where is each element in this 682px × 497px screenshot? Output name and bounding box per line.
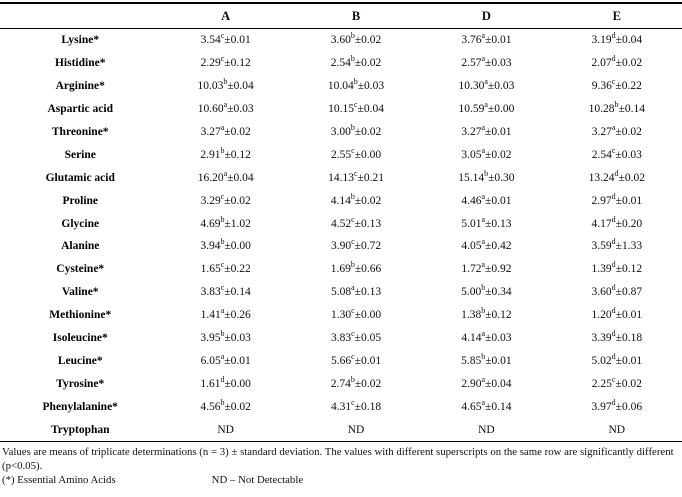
- value-cell: 13.24$^d$±0.02: [588, 168, 645, 184]
- table-header: [0, 3, 682, 29]
- significance-superscript: a: [223, 168, 228, 178]
- significance-superscript: d: [611, 31, 616, 41]
- nd-note: ND – Not Detectable: [211, 474, 304, 487]
- significance-superscript: a: [484, 100, 488, 110]
- table-footnotes: [0, 445, 682, 487]
- significance-superscript: b: [220, 329, 225, 339]
- significance-superscript: d: [611, 237, 616, 247]
- value-cell: 3.54$^c$±0.01: [200, 31, 251, 47]
- value-cell: 1.65$^c$±0.22: [200, 260, 251, 276]
- value-cell: 2.29$^c$±0.12: [200, 54, 251, 70]
- value-cell: 3.83$^c$±0.14: [200, 283, 251, 299]
- table-row: [0, 327, 682, 350]
- table-row: [0, 189, 682, 212]
- legend-row: [2, 473, 680, 487]
- significance-superscript: b: [350, 31, 355, 41]
- table-row: [0, 418, 682, 441]
- value-cell: 3.90$^c$±0.72: [330, 237, 382, 253]
- header-row: [0, 3, 682, 29]
- value-cell: 15.14$^b$±0.30: [458, 168, 515, 184]
- significance-superscript: c: [220, 260, 225, 270]
- significance-superscript: b: [353, 77, 358, 87]
- value-cell: 4.05$^a$±0.42: [461, 237, 512, 253]
- value-cell: 10.28$^b$±0.14: [588, 100, 645, 116]
- value-cell: 10.15$^c$±0.04: [328, 100, 384, 116]
- table-row: [0, 349, 682, 372]
- significance-superscript: c: [351, 306, 355, 316]
- significance-superscript: a: [481, 397, 486, 407]
- table-row: [0, 143, 682, 166]
- value-cell: 4.69$^b$±1.02: [200, 214, 251, 230]
- header-col-a: A: [160, 3, 290, 29]
- value-cell: 4.17$^d$±0.20: [591, 214, 643, 230]
- significance-superscript: b: [220, 146, 225, 156]
- significance-superscript: d: [611, 191, 616, 201]
- row-label: Tyrosine*: [56, 377, 105, 390]
- value-cell: 3.00$^b$±0.02: [330, 123, 382, 138]
- value-cell: 5.01$^a$±0.13: [461, 214, 512, 230]
- significance-superscript: b: [220, 214, 225, 224]
- significance-superscript: c: [353, 100, 358, 110]
- value-cell: 4.14$^b$±0.02: [330, 191, 382, 207]
- value-cell: 1.72$^a$±0.92: [461, 260, 512, 276]
- value-cell: 5.08$^a$±0.13: [330, 283, 382, 299]
- significance-superscript: d: [611, 214, 616, 224]
- significance-superscript: b: [484, 168, 489, 178]
- significance-superscript: a: [481, 191, 486, 201]
- significance-superscript: c: [220, 31, 225, 41]
- value-cell: 3.83$^c$±0.05: [330, 329, 382, 345]
- significance-superscript: c: [351, 329, 355, 339]
- row-label: Methionine*: [49, 309, 112, 322]
- row-label: Threonine*: [51, 126, 109, 138]
- significance-superscript: a: [481, 54, 486, 64]
- significance-superscript: b: [614, 100, 619, 110]
- value-cell: 3.19$^d$±0.04: [591, 31, 643, 47]
- value-cell: 1.30$^c$±0.00: [330, 306, 382, 322]
- value-cell: ND: [160, 418, 290, 441]
- significance-superscript: a: [481, 260, 486, 270]
- value-cell: 2.54$^c$±0.03: [591, 146, 642, 161]
- table-row: [0, 29, 682, 52]
- significance-superscript: c: [351, 237, 355, 247]
- table-row: [0, 166, 682, 189]
- row-label: Glycine: [61, 217, 100, 230]
- value-cell: 3.05$^a$±0.02: [461, 146, 512, 161]
- significance-superscript: a: [481, 123, 486, 133]
- significance-superscript: c: [611, 77, 616, 87]
- value-cell: 5.02$^d$±0.01: [591, 352, 643, 367]
- value-cell: 2.90$^a$±0.04: [461, 374, 512, 390]
- significance-superscript: a: [481, 329, 486, 339]
- significance-superscript: c: [351, 146, 355, 156]
- value-cell: 1.69$^b$±0.66: [330, 260, 382, 276]
- significance-superscript: b: [350, 191, 355, 201]
- significance-superscript: a: [220, 352, 225, 362]
- significance-superscript: a: [484, 77, 488, 87]
- value-cell: 16.20$^a$±0.04: [197, 168, 254, 184]
- value-cell: 10.30$^a$±0.03: [458, 77, 515, 93]
- value-cell: 10.59$^a$±0.00: [458, 100, 515, 116]
- value-cell: 4.65$^a$±0.14: [461, 397, 512, 413]
- row-label: Arginine*: [55, 80, 105, 93]
- significance-superscript: d: [220, 374, 225, 384]
- significance-superscript: a: [481, 214, 486, 224]
- value-cell: 3.39$^d$±0.18: [591, 329, 643, 345]
- significance-superscript: b: [350, 123, 355, 133]
- value-cell: 2.91$^b$±0.12: [200, 146, 251, 161]
- row-label: Cysteine*: [56, 263, 105, 276]
- value-cell: ND: [291, 418, 421, 441]
- significance-superscript: a: [220, 306, 225, 316]
- value-cell: 2.54$^b$±0.02: [330, 54, 382, 70]
- significance-superscript: c: [351, 352, 355, 362]
- header-empty-cell: [0, 3, 160, 29]
- significance-superscript: b: [350, 54, 355, 64]
- row-label: Lysine*: [61, 34, 100, 47]
- header-col-e: E: [552, 3, 682, 29]
- significance-superscript: a: [611, 123, 616, 133]
- value-cell: 1.38$^b$±0.12: [461, 306, 512, 322]
- value-cell: 2.25$^c$±0.02: [591, 374, 642, 390]
- significance-superscript: d: [611, 352, 616, 362]
- significance-superscript: d: [611, 397, 616, 407]
- table-row: [0, 235, 682, 258]
- significance-superscript: a: [351, 283, 355, 293]
- value-cell: 4.14$^a$±0.03: [461, 329, 512, 345]
- significance-superscript: a: [481, 237, 486, 247]
- row-label: Valine*: [61, 286, 99, 299]
- row-label: Isoleucine*: [52, 332, 108, 345]
- value-cell: ND: [421, 418, 551, 441]
- value-cell: 3.95$^b$±0.03: [200, 329, 251, 345]
- value-cell: 3.59$^d$±1.33: [591, 237, 643, 253]
- value-cell: 4.52$^c$±0.13: [330, 214, 382, 230]
- significance-superscript: c: [220, 54, 225, 64]
- significance-superscript: b: [350, 260, 355, 270]
- header-col-b: B: [291, 3, 421, 29]
- value-cell: 3.76$^a$±0.01: [461, 31, 512, 47]
- value-cell: 5.00$^b$±0.34: [461, 283, 512, 299]
- value-cell: 10.03$^b$±0.04: [197, 77, 254, 93]
- value-cell: 3.60$^d$±0.87: [591, 283, 643, 299]
- significance-superscript: a: [220, 123, 225, 133]
- significance-superscript: c: [611, 146, 616, 156]
- value-cell: 1.39$^d$±0.12: [591, 260, 643, 276]
- significance-superscript: c: [220, 191, 225, 201]
- significance-superscript: c: [220, 283, 225, 293]
- row-label: Aspartic acid: [47, 103, 113, 116]
- value-cell: 1.61$^d$±0.00: [200, 374, 251, 390]
- row-label: Alanine: [61, 240, 100, 253]
- value-cell: 2.57$^a$±0.03: [461, 54, 512, 70]
- significance-superscript: c: [611, 374, 616, 384]
- row-label: Histidine*: [54, 57, 106, 70]
- significance-superscript: b: [350, 374, 355, 384]
- table-row: [0, 281, 682, 304]
- significance-superscript: d: [611, 306, 616, 316]
- value-cell: 14.13$^c$±0.21: [328, 168, 384, 184]
- row-label: Tryptophan: [0, 418, 160, 441]
- value-cell: 10.60$^a$±0.03: [197, 100, 254, 116]
- table-row: [0, 258, 682, 281]
- value-cell: ND: [552, 418, 682, 441]
- significance-superscript: a: [481, 146, 486, 156]
- row-label: Proline: [62, 194, 99, 207]
- value-cell: 1.20$^d$±0.01: [591, 306, 643, 322]
- table-row: [0, 304, 682, 327]
- significance-superscript: b: [481, 352, 486, 362]
- value-cell: 4.31$^c$±0.18: [330, 397, 382, 413]
- table-row: [0, 372, 682, 395]
- significance-superscript: a: [481, 374, 486, 384]
- value-cell: 3.97$^d$±0.06: [591, 397, 643, 413]
- table-row: [0, 395, 682, 418]
- value-cell: 1.41$^a$±0.26: [200, 306, 251, 322]
- significance-superscript: c: [351, 214, 355, 224]
- significance-superscript: c: [353, 168, 358, 178]
- table-row: [0, 98, 682, 121]
- significance-superscript: c: [351, 397, 355, 407]
- value-cell: 4.56$^b$±0.02: [200, 397, 251, 413]
- value-cell: 3.29$^c$±0.02: [200, 191, 251, 207]
- essential-amino-acids-note: (*) Essential Amino Acids: [2, 474, 116, 487]
- value-cell: 3.94$^b$±0.00: [200, 237, 251, 253]
- significance-superscript: d: [611, 260, 616, 270]
- significance-superscript: b: [223, 77, 228, 87]
- row-label: Phenylalanine*: [42, 400, 118, 413]
- value-cell: 3.27$^a$±0.02: [591, 123, 642, 138]
- table-row: [0, 212, 682, 235]
- value-cell: 2.07$^d$±0.02: [591, 54, 643, 70]
- significance-superscript: b: [481, 283, 486, 293]
- value-cell: 5.85$^b$±0.01: [461, 352, 512, 367]
- value-cell: 3.27$^a$±0.01: [461, 123, 512, 138]
- significance-superscript: d: [611, 283, 616, 293]
- significance-superscript: a: [481, 31, 486, 41]
- amino-acid-table: [0, 2, 682, 442]
- significance-note: Values are means of triplicate determinations (n = 3) ± standard deviation. The values with different superscripts on the same row are significantly different (p<0.05).: [2, 446, 674, 473]
- value-cell: 5.66$^c$±0.01: [330, 352, 382, 367]
- significance-superscript: b: [220, 237, 225, 247]
- value-cell: 6.05$^a$±0.01: [200, 352, 251, 367]
- row-label: Glutamic acid: [45, 171, 115, 184]
- value-cell: 2.74$^b$±0.02: [330, 374, 382, 390]
- table-row: [0, 52, 682, 75]
- value-cell: 2.97$^d$±0.01: [591, 191, 643, 207]
- significance-superscript: b: [481, 306, 486, 316]
- table-row: [0, 121, 682, 144]
- significance-superscript: a: [223, 100, 228, 110]
- significance-superscript: d: [611, 54, 616, 64]
- value-cell: 9.36$^c$±0.22: [591, 77, 642, 93]
- table-body: [0, 29, 682, 442]
- row-label: Leucine*: [57, 354, 103, 367]
- value-cell: 3.27$^a$±0.02: [200, 123, 251, 138]
- significance-superscript: d: [614, 168, 619, 178]
- significance-superscript: b: [220, 397, 225, 407]
- value-cell: 3.60$^b$±0.02: [330, 31, 382, 47]
- row-label: Serine: [64, 148, 96, 161]
- value-cell: 4.46$^a$±0.01: [461, 191, 512, 207]
- header-col-d: D: [421, 3, 551, 29]
- significance-superscript: d: [611, 329, 616, 339]
- value-cell: 10.04$^b$±0.03: [327, 77, 385, 93]
- table-row: [0, 75, 682, 98]
- value-cell: 2.55$^c$±0.00: [330, 146, 382, 161]
